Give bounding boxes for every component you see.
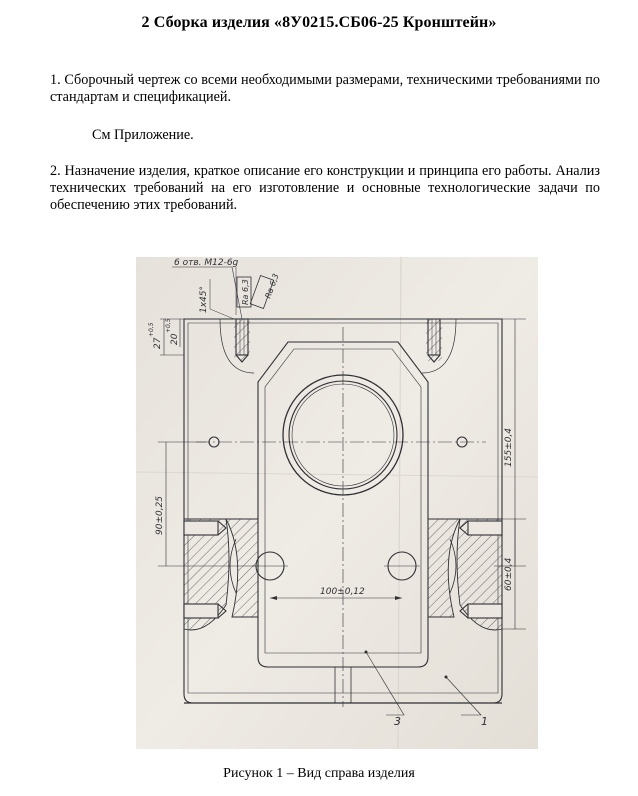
label-depth-inner-tol: +0,5 <box>165 318 172 333</box>
label-depth-outer-tol: +0,5 <box>148 322 155 337</box>
page-title: 2 Сборка изделия «8У0215.СБ06-25 Кронштейн» <box>141 14 497 31</box>
paper-background <box>136 257 538 749</box>
label-height-left: 90±0,25 <box>155 495 165 535</box>
label-height-lower: 60±0,4 <box>504 557 514 591</box>
label-height-right: 155±0,4 <box>504 427 514 467</box>
label-roughness-2: Rа 6,3 <box>263 272 281 300</box>
paragraph-1: 1. Сборочный чертеж со всеми необходимыми размерами, техническими требованиями по стандартам и спецификацией. <box>50 72 600 105</box>
label-depth-outer: 27 <box>153 337 163 349</box>
label-hole-distance: 100±0,12 <box>320 587 365 597</box>
label-chamfer: 1х45° <box>199 285 209 313</box>
label-part-1: 1 <box>481 715 488 728</box>
technical-drawing <box>136 257 538 749</box>
paragraph-3: 2. Назначение изделия, краткое описание его конструкции и принципа его работы. Анализ технических требований на его изготовление и основные технологические задачи по обеспечению этих требований. <box>50 163 600 213</box>
paragraph-2: См Приложение. <box>92 127 194 143</box>
label-part-3: 3 <box>394 715 401 728</box>
label-roughness-1: Rа 6,3 <box>241 279 250 305</box>
label-holes: 6 отв. М12-6g <box>174 258 239 268</box>
figure-caption: Рисунок 1 – Вид справа изделия <box>223 766 415 781</box>
label-depth-inner: 20 <box>170 333 180 345</box>
technical-drawing-photo <box>136 257 538 749</box>
